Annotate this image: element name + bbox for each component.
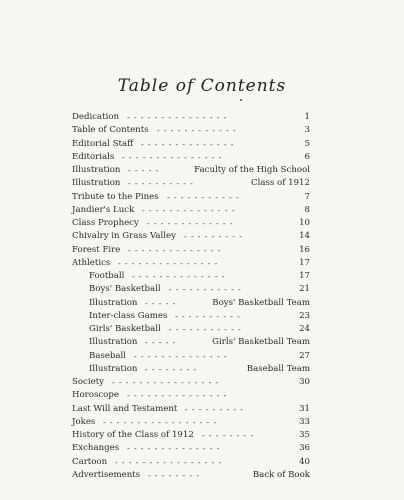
leader-dashes: -------------- [132, 272, 229, 281]
leader-dashes: ------------- [147, 219, 237, 228]
toc-entry-label: Jokes [72, 416, 96, 427]
toc-entry-page: Girls' Basketball Team [212, 337, 310, 348]
toc-entry-label: Advertisements [72, 469, 141, 480]
toc-entry-label: Boys' Basketball [89, 284, 161, 295]
leader-dashes: -------------- [128, 245, 225, 255]
toc-entry [72, 177, 310, 190]
toc-entry [72, 416, 310, 429]
toc-entry-page: Faculty of the High School [194, 165, 310, 175]
leader-dashes: ----- [145, 338, 180, 348]
toc-entry-page: 17 [299, 271, 310, 281]
toc-entry [72, 164, 310, 177]
toc-entry-page: 8 [304, 204, 310, 215]
toc-entry-label: Editorials [72, 151, 115, 162]
leader-dashes: --------------- [127, 391, 231, 401]
table-of-contents [72, 111, 310, 482]
toc-entry [72, 429, 310, 442]
toc-entry [72, 442, 310, 455]
leader-dashes: -------- [202, 431, 258, 440]
toc-entry [72, 376, 310, 389]
toc-entry [72, 204, 310, 217]
toc-entry-page: 35 [299, 430, 310, 440]
toc-entry-label: Illustration [89, 337, 138, 348]
toc-entry-page: 33 [299, 416, 310, 427]
toc-entry-label: Exchanges [72, 443, 120, 454]
toc-entry-label: Football [89, 271, 125, 281]
toc-entry-label: Cartoon [72, 456, 108, 467]
toc-entry [72, 257, 310, 270]
leader-dashes: -------- [145, 364, 201, 374]
toc-entry-label: Class Prophecy [72, 218, 139, 228]
toc-entry-label: Editorial Staff [72, 138, 134, 149]
toc-entry [72, 297, 310, 310]
toc-entry [72, 191, 310, 204]
toc-entry-page: 30 [299, 377, 310, 387]
toc-entry [72, 336, 310, 349]
leader-dashes: -------------- [141, 139, 238, 149]
toc-entry-label: Athletics [72, 257, 111, 268]
leader-dashes: --------- [184, 232, 247, 242]
leader-dashes: --------- [185, 404, 248, 414]
leader-dashes: -------------- [134, 351, 231, 361]
toc-entry-page: 6 [304, 151, 310, 162]
leader-dashes: ---------------- [115, 457, 226, 467]
toc-entry-page: Boys' Basketball Team [212, 297, 310, 308]
leader-dashes: ----------- [169, 325, 245, 334]
toc-entry [72, 469, 310, 482]
toc-entry [72, 124, 310, 137]
toc-entry-label: Illustration [72, 165, 121, 175]
leader-dashes: ----------- [169, 285, 245, 295]
toc-entry-page: 1 [304, 112, 310, 122]
leader-dashes: ----------------- [103, 417, 221, 427]
leader-dashes: -------------- [127, 444, 224, 454]
toc-entry [72, 138, 310, 151]
toc-entry-label: Forest Fire [72, 244, 121, 255]
leader-dashes: ---------------- [112, 378, 223, 387]
toc-entry [72, 363, 310, 376]
toc-entry-label: Dedication [72, 112, 120, 122]
toc-entry [72, 456, 310, 469]
toc-entry-label: Illustration [89, 297, 138, 308]
toc-entry [72, 217, 310, 230]
toc-entry [72, 350, 310, 363]
leader-dashes: ----------- [167, 192, 243, 202]
toc-entry-page: 5 [304, 138, 310, 149]
leader-dashes: --------------- [122, 152, 226, 162]
toc-entry [72, 270, 310, 283]
leader-dashes: ----- [145, 298, 180, 308]
toc-entry-label: History of the Class of 1912 [72, 430, 194, 440]
toc-entry-label: Society [72, 377, 105, 387]
toc-entry-page: 40 [299, 456, 310, 467]
toc-entry-page: 23 [299, 310, 310, 321]
toc-entry-label: Table of Contents [72, 125, 149, 136]
toc-entry [72, 403, 310, 416]
toc-entry-label: Illustration [72, 178, 121, 189]
toc-entry [72, 323, 310, 336]
leader-dashes: ----- [128, 166, 163, 175]
leader-dashes: ---------- [175, 311, 245, 321]
toc-entry [72, 111, 310, 124]
toc-entry-page: 16 [299, 244, 310, 255]
ornament-dot [240, 99, 242, 101]
leader-dashes: --------------- [118, 258, 222, 268]
toc-entry-page: 21 [299, 284, 310, 295]
toc-entry-label: Inter-class Games [89, 310, 168, 321]
toc-entry-label: Jandier's Luck [72, 204, 135, 215]
toc-entry-page: Baseball Team [246, 363, 310, 374]
toc-entry [72, 244, 310, 257]
toc-entry [72, 310, 310, 323]
toc-entry [72, 151, 310, 164]
leader-dashes: ------------ [157, 126, 240, 136]
toc-entry-label: Horoscope [72, 390, 119, 401]
toc-entry-label: Chivalry in Grass Valley [72, 231, 176, 242]
toc-entry-page: 14 [299, 231, 310, 242]
toc-entry [72, 283, 310, 296]
toc-entry-label: Baseball [89, 350, 127, 361]
toc-entry-page: 36 [299, 443, 310, 454]
toc-entry-page: 3 [304, 125, 310, 136]
toc-entry-page: 17 [299, 257, 310, 268]
leader-dashes: -------------- [142, 205, 239, 215]
toc-entry-page: 7 [304, 191, 310, 202]
toc-entry-label: Illustration [89, 363, 138, 374]
toc-entry-label: Last Will and Testament [72, 403, 178, 414]
toc-entry-page: 24 [299, 324, 310, 334]
leader-dashes: --------------- [127, 113, 231, 122]
toc-entry-label: Tribute to the Pines [72, 191, 159, 202]
toc-entry-page: Class of 1912 [251, 178, 310, 189]
toc-entry-page: 31 [299, 403, 310, 414]
toc-entry-label: Girls' Basketball [89, 324, 161, 334]
leader-dashes: ---------- [128, 179, 198, 189]
toc-entry-page: Back of Book [252, 469, 310, 480]
toc-entry [72, 389, 310, 402]
leader-dashes: -------- [148, 470, 204, 480]
toc-entry [72, 230, 310, 243]
toc-entry-page: 10 [299, 218, 310, 228]
page-title: Table of Contents [117, 76, 287, 96]
toc-entry-page: 27 [299, 350, 310, 361]
